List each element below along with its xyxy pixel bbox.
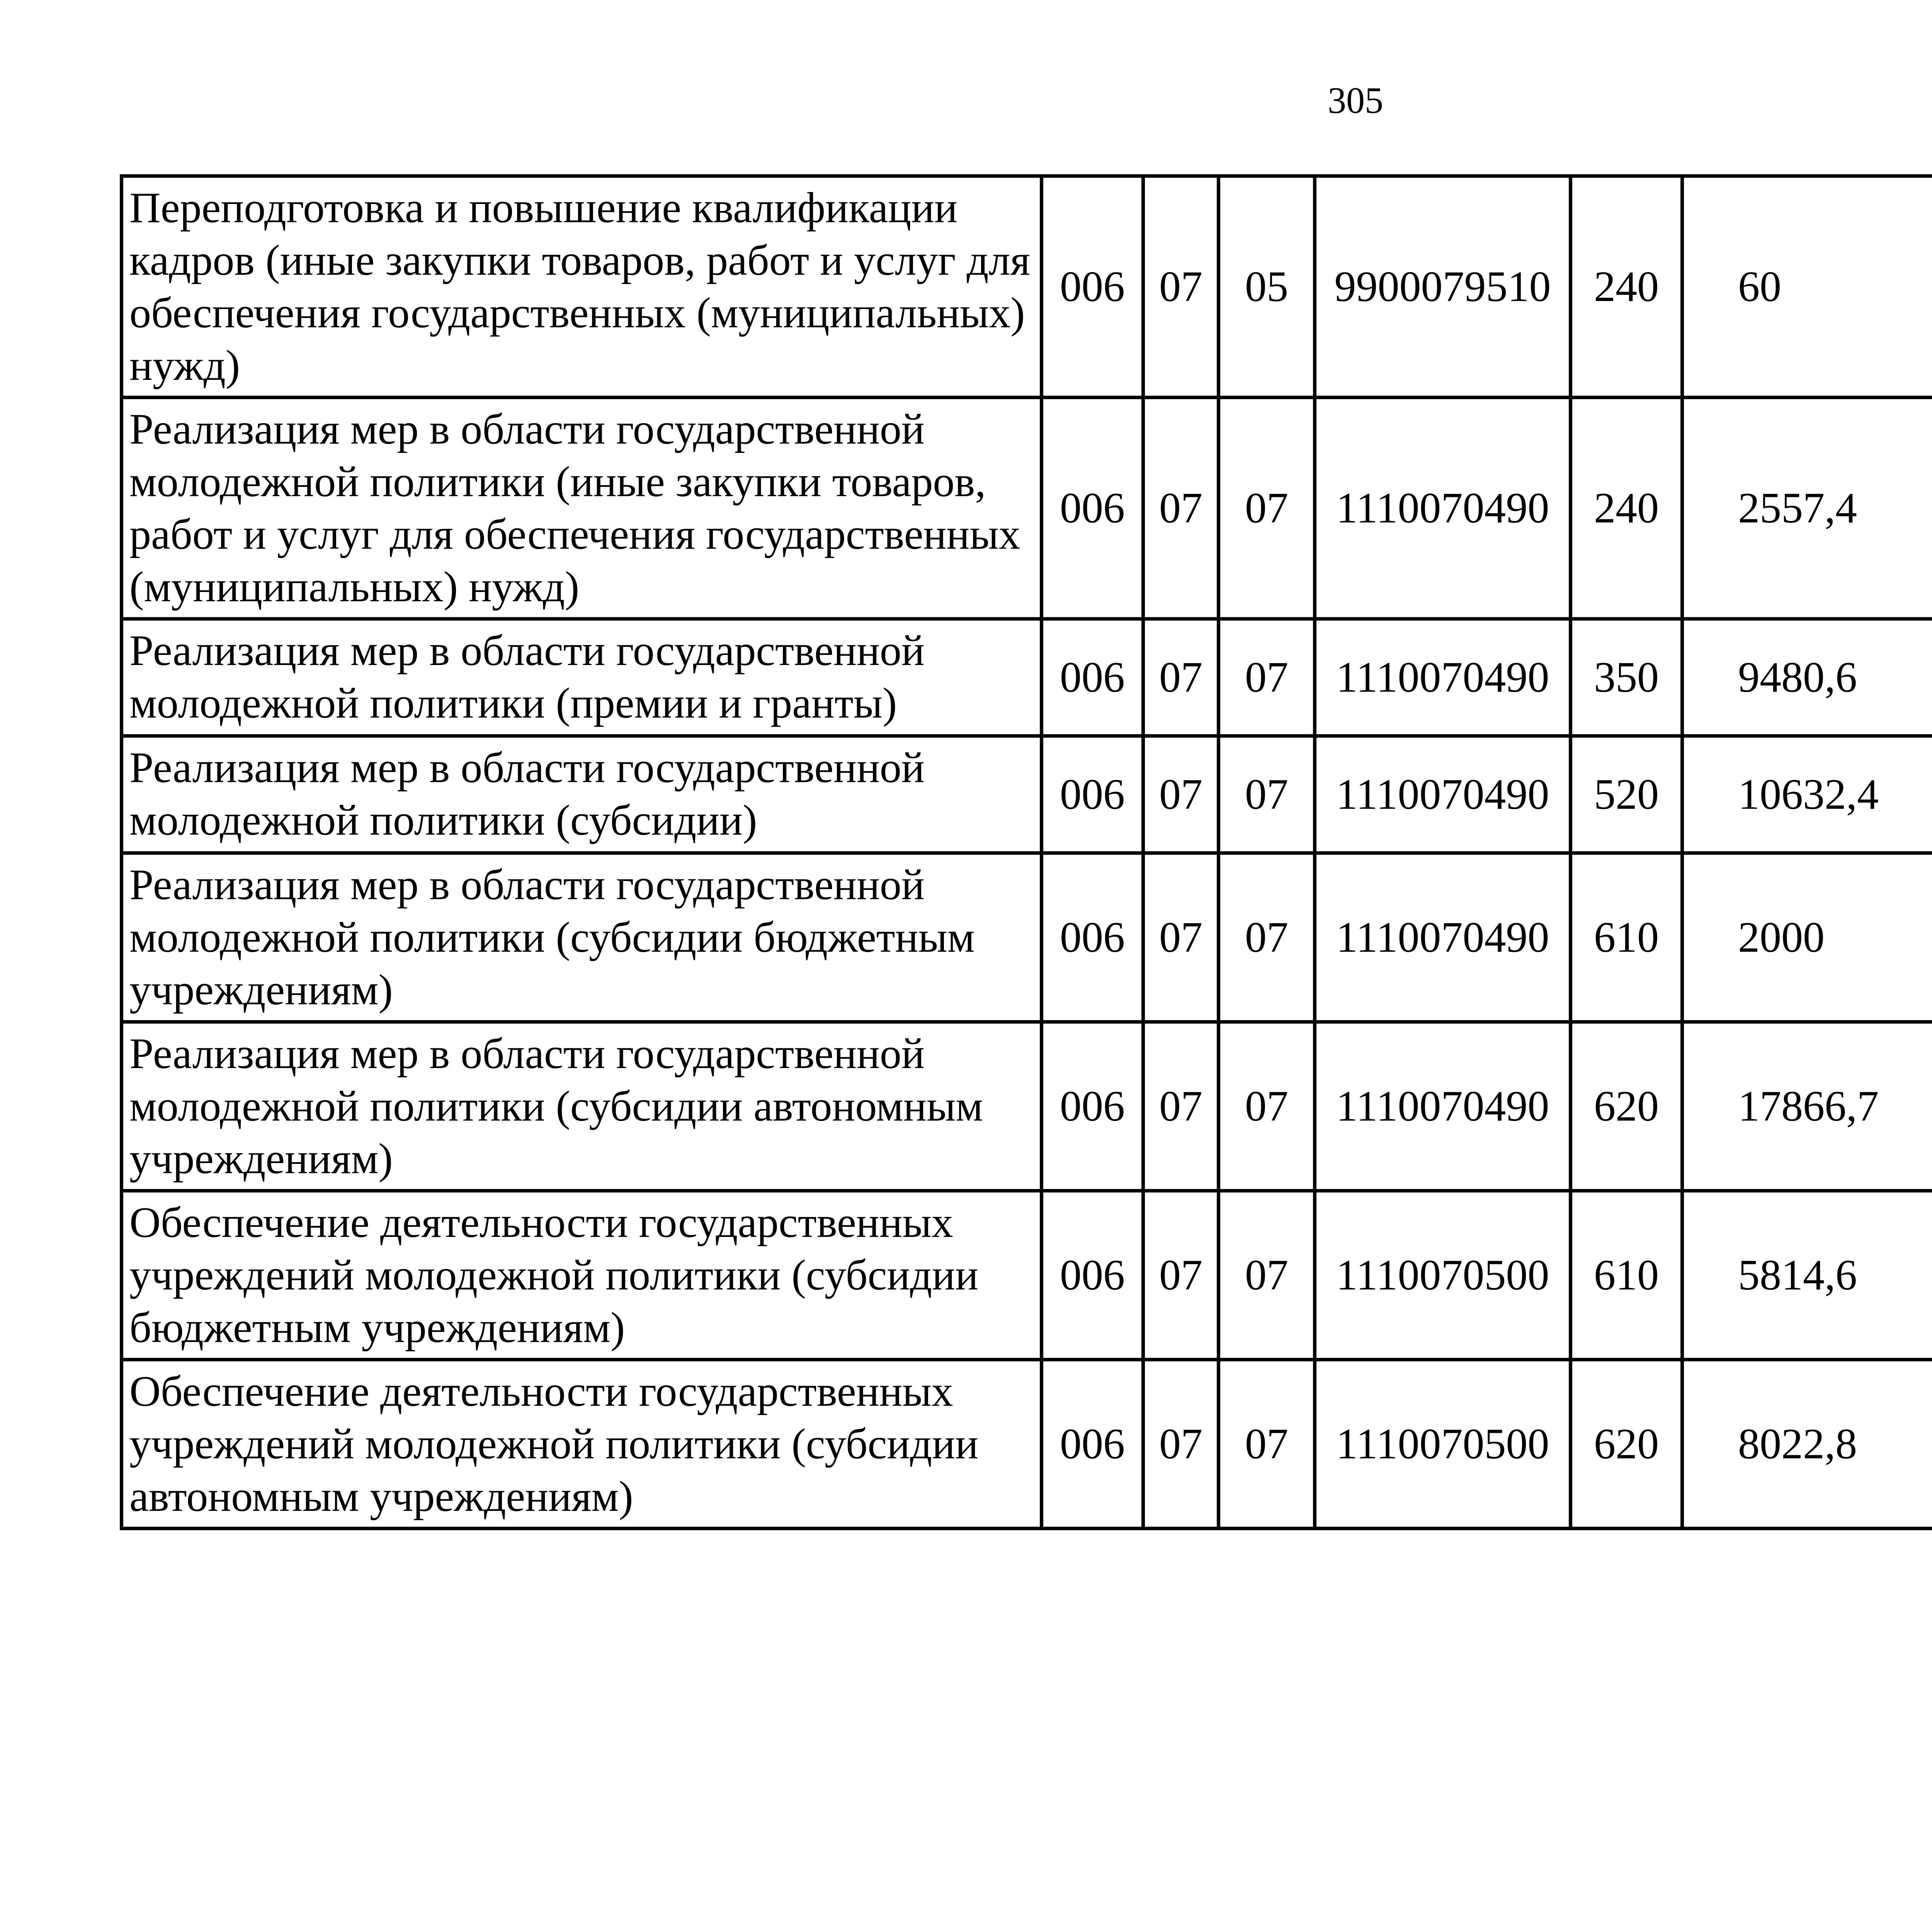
expense-type-code: 610 [1571, 853, 1682, 1022]
subsection-code: 07 [1219, 619, 1315, 736]
section-code: 07 [1143, 176, 1219, 398]
amount-year-1: 8022,8 [1682, 1360, 1932, 1529]
section-code: 07 [1143, 398, 1219, 619]
target-article-code: 1110070490 [1315, 853, 1571, 1022]
amount-year-1: 2000 [1682, 853, 1932, 1022]
target-article-code: 9900079510 [1315, 176, 1571, 398]
target-article-code: 1110070500 [1315, 1191, 1571, 1360]
amount-year-1: 2557,4 [1682, 398, 1932, 619]
amount-year-1: 9480,6 [1682, 619, 1932, 736]
target-article-code: 1110070490 [1315, 619, 1571, 736]
ministry-code: 006 [1042, 1022, 1143, 1191]
section-code: 07 [1143, 736, 1219, 853]
target-article-code: 1110070490 [1315, 398, 1571, 619]
ministry-code: 006 [1042, 736, 1143, 853]
row-description: Реализация мер в области государственной молодежной политики (субсидии) [122, 736, 1042, 853]
subsection-code: 07 [1219, 1022, 1315, 1191]
amount-year-1: 17866,7 [1682, 1022, 1932, 1191]
expense-type-code: 620 [1571, 1360, 1682, 1529]
ministry-code: 006 [1042, 176, 1143, 398]
expense-type-code: 240 [1571, 176, 1682, 398]
subsection-code: 07 [1219, 736, 1315, 853]
row-description: Переподготовка и повышение квалификации кадров (иные закупки товаров, работ и услуг для обеспечения государственных (муниципальных) нужд) [122, 176, 1042, 398]
table-row [122, 1191, 1932, 1360]
ministry-code: 006 [1042, 1360, 1143, 1529]
ministry-code: 006 [1042, 398, 1143, 619]
amount-year-1: 10632,4 [1682, 736, 1932, 853]
subsection-code: 07 [1219, 398, 1315, 619]
expense-type-code: 240 [1571, 398, 1682, 619]
amount-year-1: 60 [1682, 176, 1932, 398]
section-code: 07 [1143, 1022, 1219, 1191]
subsection-code: 07 [1219, 1360, 1315, 1529]
subsection-code: 07 [1219, 853, 1315, 1022]
target-article-code: 1110070490 [1315, 1022, 1571, 1191]
expense-type-code: 610 [1571, 1191, 1682, 1360]
section-code: 07 [1143, 853, 1219, 1022]
section-code: 07 [1143, 1191, 1219, 1360]
table-row [122, 176, 1932, 398]
amount-year-1: 5814,6 [1682, 1191, 1932, 1360]
row-description: Реализация мер в области государственной молодежной политики (субсидии бюджетным учреждениям) [122, 853, 1042, 1022]
target-article-code: 1110070490 [1315, 736, 1571, 853]
table-row [122, 1022, 1932, 1191]
subsection-code: 07 [1219, 1191, 1315, 1360]
budget-table [120, 174, 1932, 1530]
target-article-code: 1110070500 [1315, 1360, 1571, 1529]
row-description: Реализация мер в области государственной молодежной политики (премии и гранты) [122, 619, 1042, 736]
page-number: 305 [1328, 80, 1383, 121]
ministry-code: 006 [1042, 853, 1143, 1022]
row-description: Реализация мер в области государственной молодежной политики (иные закупки товаров, работ и услуг для обеспечения государственных (муниципальных) нужд) [122, 398, 1042, 619]
table-row [122, 853, 1932, 1022]
row-description: Обеспечение деятельности государственных учреждений молодежной политики (субсидии бюджетным учреждениям) [122, 1191, 1042, 1360]
table-row [122, 736, 1932, 853]
expense-type-code: 620 [1571, 1022, 1682, 1191]
row-description: Обеспечение деятельности государственных учреждений молодежной политики (субсидии автономным учреждениям) [122, 1360, 1042, 1529]
section-code: 07 [1143, 619, 1219, 736]
expense-type-code: 520 [1571, 736, 1682, 853]
section-code: 07 [1143, 1360, 1219, 1529]
table-row [122, 1360, 1932, 1529]
expense-type-code: 350 [1571, 619, 1682, 736]
ministry-code: 006 [1042, 619, 1143, 736]
subsection-code: 05 [1219, 176, 1315, 398]
row-description: Реализация мер в области государственной молодежной политики (субсидии автономным учреждениям) [122, 1022, 1042, 1191]
table-row [122, 619, 1932, 736]
table-row [122, 398, 1932, 619]
ministry-code: 006 [1042, 1191, 1143, 1360]
